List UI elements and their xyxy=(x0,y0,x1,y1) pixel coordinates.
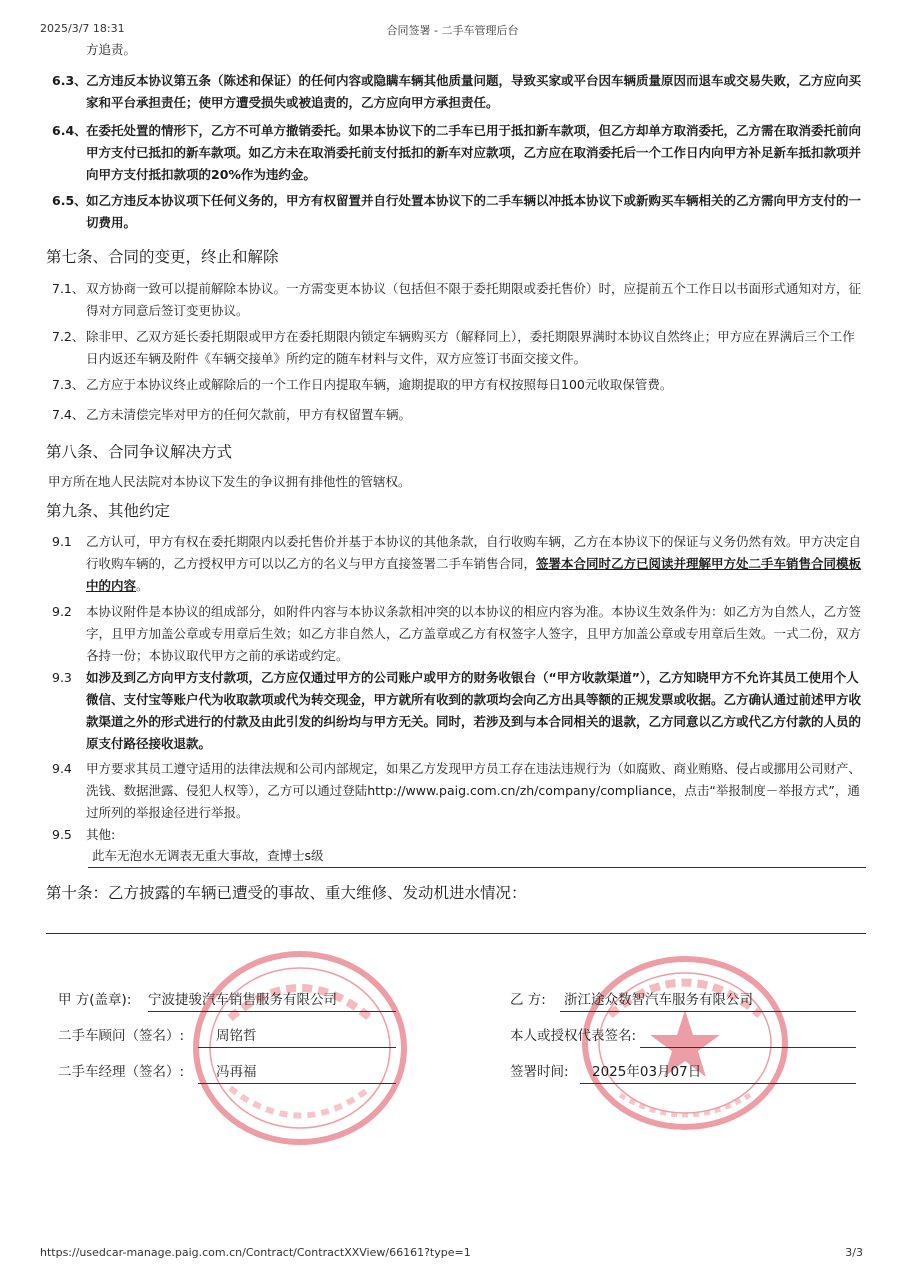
clause-number: 6.5、 xyxy=(52,193,87,208)
clause-6-4 xyxy=(52,120,867,186)
clause-6-3 xyxy=(52,70,867,114)
party-b-label: 乙 方: xyxy=(510,992,546,1008)
party-a-value: 宁波捷骏汽车销售服务有限公司 xyxy=(148,989,396,1012)
clause-text: 甲方要求其员工遵守适用的法律法规和公司内部规定，如果乙方发现甲方员工存在违法违规行为（如腐败、商业贿赂、侵占或挪用公司财产、洗钱、数据泄露、侵犯人权等），乙方可以通过登陆http://www.paig.com.cn/zh/company/compliance，点击“举报制度－举报方式”，通过所列的举报途径进行举报。 xyxy=(86,761,862,820)
clause-number: 7.2、 xyxy=(52,329,85,344)
representative-signature xyxy=(640,1025,856,1048)
clause-number: 9.5 xyxy=(52,827,72,842)
clause-text: 除非甲、乙双方延长委托期限或甲方在委托期限内锁定车辆购买方（解释同上），委托期限界满时本协议自然终止；甲方应在界满后三个工作日内返还车辆及附件《车辆交接单》所约定的随车材料与文件，双方应签订书面交接文件。 xyxy=(86,329,855,366)
clause-text: 本协议附件是本协议的组成部分，如附件内容与本协议条款相冲突的以本协议的相应内容为准。本协议生效条件为：如乙方为自然人，乙方签字，且甲方加盖公章或专用章后生效；如乙方非自然人，乙方盖章或乙方有权签字人签字，且甲方加盖公章或专用章后生效。一式二份，双方各持一份；本协议取代甲方之前的承诺或约定。 xyxy=(86,604,862,663)
clause-7-4 xyxy=(52,404,867,426)
advisor-label: 二手车顾问（签名）: xyxy=(58,1028,185,1044)
other-agreement-field xyxy=(88,845,866,868)
section-8-title: 第八条、合同争议解决方式 xyxy=(46,443,233,461)
clause-9-1-end: 。 xyxy=(136,578,149,593)
other-agreement-value: 此车无泡水无调表无重大事故，查博士s级 xyxy=(92,848,324,863)
clause-9-1-acknowledgement: 签署本合同时乙方已阅读并理解甲方处二手车销售合同模板中的内容 xyxy=(86,556,862,593)
clause-number: 9.4 xyxy=(52,761,72,776)
clause-9-1 xyxy=(52,531,867,597)
print-datetime: 2025/3/7 18:31 xyxy=(40,22,125,35)
clause-label: 其他: xyxy=(86,827,116,842)
clause-9-5 xyxy=(52,824,867,846)
clause-9-4 xyxy=(52,758,867,824)
clause-text xyxy=(86,531,867,597)
section-9-title: 第九条、其他约定 xyxy=(46,502,171,520)
clause-6-5 xyxy=(52,190,867,234)
clause-9-1-body: 乙方认可，甲方有权在委托期限内以委托售价并基于本协议的其他条款，自行收购车辆，乙方在本协议下的保证与义务仍然有效。甲方决定自行收购车辆的，乙方授权甲方可以以乙方的名义与甲方直接签署二手车销售合同， xyxy=(86,534,862,571)
clause-text: 乙方违反本协议第五条（陈述和保证）的任何内容或隐瞒车辆其他质量问题，导致买家或平台因车辆质量原因而退车或交易失败，乙方应向买家和平台承担责任；使甲方遭受损失或被追责的，乙方应向甲方承担责任。 xyxy=(86,73,862,110)
manager-signature: 冯再福 xyxy=(198,1061,396,1084)
clause-9-2 xyxy=(52,601,867,667)
clause-text: 双方协商一致可以提前解除本协议。一方需变更本协议（包括但不限于委托期限或委托售价）时，应提前五个工作日以书面形式通知对方，征得对方同意后签订变更协议。 xyxy=(86,281,862,318)
page-url: https://usedcar-manage.paig.com.cn/Contract/ContractXXView/66161?type=1 xyxy=(40,1246,471,1259)
clause-text: 如乙方违反本协议项下任何义务的，甲方有权留置并自行处置本协议下的二手车辆以冲抵本协议下或新购买车辆相关的乙方需向甲方支付的一切费用。 xyxy=(86,193,862,230)
disclosure-line xyxy=(46,933,866,934)
party-a-label: 甲 方(盖章): xyxy=(58,992,132,1008)
clause-7-3 xyxy=(52,374,867,396)
sign-time-value: 2025年03月07日 xyxy=(580,1061,856,1084)
clause-number: 9.2 xyxy=(52,604,72,619)
clause-number: 7.3、 xyxy=(52,377,85,392)
clause-text: 乙方应于本协议终止或解除后的一个工作日内提取车辆，逾期提取的甲方有权按照每日100元收取保管费。 xyxy=(86,377,673,392)
clause-number: 7.1、 xyxy=(52,281,85,296)
page-header-title: 合同签署 - 二手车管理后台 xyxy=(386,24,519,37)
page-number: 3/3 xyxy=(845,1246,863,1259)
representative-label: 本人或授权代表签名: xyxy=(510,1028,637,1044)
section-8-text: 甲方所在地人民法院对本协议下发生的争议拥有排他性的管辖权。 xyxy=(48,474,411,489)
manager-label: 二手车经理（签名）: xyxy=(58,1064,185,1080)
clause-9-3 xyxy=(52,667,867,755)
clause-text: 乙方未清偿完毕对甲方的任何欠款前，甲方有权留置车辆。 xyxy=(86,407,412,422)
party-a-company-seal xyxy=(190,948,410,1148)
clause-number: 9.1 xyxy=(52,534,72,549)
clause-7-1 xyxy=(52,278,867,322)
advisor-signature: 周铭哲 xyxy=(198,1025,396,1048)
party-b-value: 浙江途众数智汽车服务有限公司 xyxy=(560,989,856,1012)
clause-text: 如涉及到乙方向甲方支付款项，乙方应仅通过甲方的公司账户或甲方的财务收银台（“甲方收款渠道”），乙方知晓甲方不允许其员工使用个人微信、支付宝等账户代为收取款项或代为转交现金，甲方就所有收到的款项均会向乙方出具等额的正规发票或收据。乙方确认通过前述甲方收款渠道之外的形式进行的付款及由此引发的纠纷均与甲方无关。同时，若涉及到与本合同相关的退款，乙方同意以乙方或代乙方付款的人员的原支付路径接收退款。 xyxy=(86,670,862,751)
clause-text: 在委托处置的情形下，乙方不可单方撤销委托。如果本协议下的二手车已用于抵扣新车款项，但乙方却单方取消委托，乙方需在取消委托前向甲方支付已抵扣的新车款项。如乙方未在取消委托前支付抵扣的新车对应款项，乙方应在取消委托后一个工作日内向甲方补足新车抵扣款项并向甲方支付抵扣款项的20%作为违约金。 xyxy=(86,123,862,182)
section-10-title: 第十条：乙方披露的车辆已遭受的事故、重大维修、发动机进水情况： xyxy=(46,884,527,902)
section-7-title: 第七条、合同的变更，终止和解除 xyxy=(46,248,279,266)
sign-time-label: 签署时间: xyxy=(510,1064,569,1080)
clause-number: 6.4、 xyxy=(52,123,87,138)
clause-number: 7.4、 xyxy=(52,407,85,422)
carry-over-text: 方追责。 xyxy=(86,42,137,57)
clause-number: 9.3 xyxy=(52,670,72,685)
clause-7-2 xyxy=(52,326,867,370)
clause-number: 6.3、 xyxy=(52,73,87,88)
